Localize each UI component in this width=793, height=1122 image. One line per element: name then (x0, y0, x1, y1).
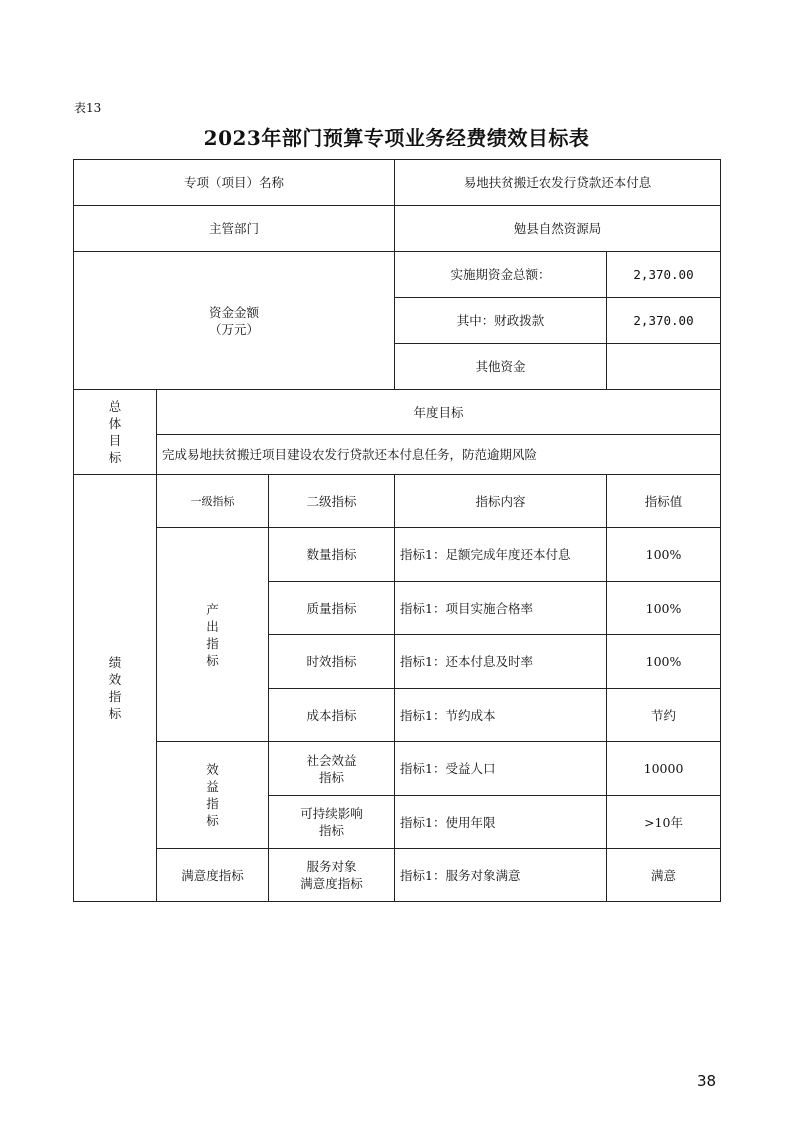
satisfaction-value: 满意 (607, 849, 721, 902)
output-level2: 时效指标 (269, 635, 395, 689)
output-level2: 数量指标 (269, 528, 395, 582)
table-row (74, 528, 721, 582)
header-level2: 二级指标 (269, 475, 395, 528)
performance-label-cell (74, 475, 157, 902)
overall-label: 总体目标 (108, 399, 122, 465)
output-content: 指标1：节约成本 (395, 689, 607, 742)
benefit-level2-line1: 社会效益 (306, 752, 357, 768)
benefit-label: 效益指标 (206, 762, 219, 828)
header-level1: 一级指标 (157, 475, 269, 528)
funds-total-row (74, 252, 721, 298)
header-content: 指标内容 (395, 475, 607, 528)
output-content: 指标1：足额完成年度还本付息 (395, 528, 607, 582)
funds-total-label: 实施期资金总额： (395, 252, 607, 298)
header-value: 指标值 (607, 475, 721, 528)
performance-goal-table (73, 159, 721, 902)
satisfaction-level2-line2: 满意度指标 (300, 876, 363, 891)
table-row (74, 849, 721, 902)
funds-label-line2: （万元） (209, 321, 260, 337)
output-value: 节约 (607, 689, 721, 742)
benefit-level2-line2: 指标 (319, 823, 345, 838)
funds-fiscal-label: 其中：财政拨款 (395, 298, 607, 344)
benefit-level2 (269, 742, 395, 796)
benefit-level2 (269, 796, 395, 849)
page-title: 2023年部门预算专项业务经费绩效目标表 (203, 126, 590, 150)
overall-label-cell (74, 390, 157, 475)
benefit-content: 指标1：使用年限 (395, 796, 607, 849)
output-value: 100% (607, 528, 721, 582)
output-content: 指标1：还本付息及时率 (395, 635, 607, 689)
performance-label: 绩效指标 (108, 655, 122, 721)
funds-label (74, 252, 395, 390)
benefit-content: 指标1：受益人口 (395, 742, 607, 796)
output-label: 产出指标 (206, 601, 219, 668)
department-row (74, 206, 721, 252)
overall-text-row (74, 435, 721, 475)
benefit-label-cell (157, 742, 269, 849)
overall-header-row (74, 390, 721, 435)
output-level2: 质量指标 (269, 582, 395, 635)
benefit-value: 10000 (607, 742, 721, 796)
project-value: 易地扶贫搬迁农发行贷款还本付息 (395, 160, 721, 206)
overall-header: 年度目标 (157, 390, 721, 435)
benefit-level2-line2: 指标 (319, 769, 345, 785)
funds-other-value (607, 344, 721, 390)
performance-header-row (74, 475, 721, 528)
output-value: 100% (607, 635, 721, 689)
project-row (74, 160, 721, 206)
page-number: 38 (697, 1072, 717, 1090)
satisfaction-content: 指标1：服务对象满意 (395, 849, 607, 902)
benefit-value: >10年 (607, 796, 721, 849)
department-label: 主管部门 (74, 206, 395, 252)
funds-label-line1: 资金金额 (209, 304, 260, 320)
table-number: 表13 (74, 101, 102, 115)
table-row (74, 742, 721, 796)
overall-text: 完成易地扶贫搬迁项目建设农发行贷款还本付息任务，防范逾期风险 (157, 435, 721, 475)
funds-total-value: 2,370.00 (607, 252, 721, 298)
satisfaction-level2-line1: 服务对象 (306, 859, 357, 874)
funds-other-label: 其他资金 (395, 344, 607, 390)
satisfaction-level2 (269, 849, 395, 902)
output-label-cell (157, 528, 269, 742)
output-content: 指标1：项目实施合格率 (395, 582, 607, 635)
benefit-level2-line1: 可持续影响 (300, 806, 363, 821)
output-level2: 成本指标 (269, 689, 395, 742)
output-value: 100% (607, 582, 721, 635)
satisfaction-label: 满意度指标 (157, 849, 269, 902)
department-value: 勉县自然资源局 (395, 206, 721, 252)
project-label: 专项（项目）名称 (74, 160, 395, 206)
funds-fiscal-value: 2,370.00 (607, 298, 721, 344)
